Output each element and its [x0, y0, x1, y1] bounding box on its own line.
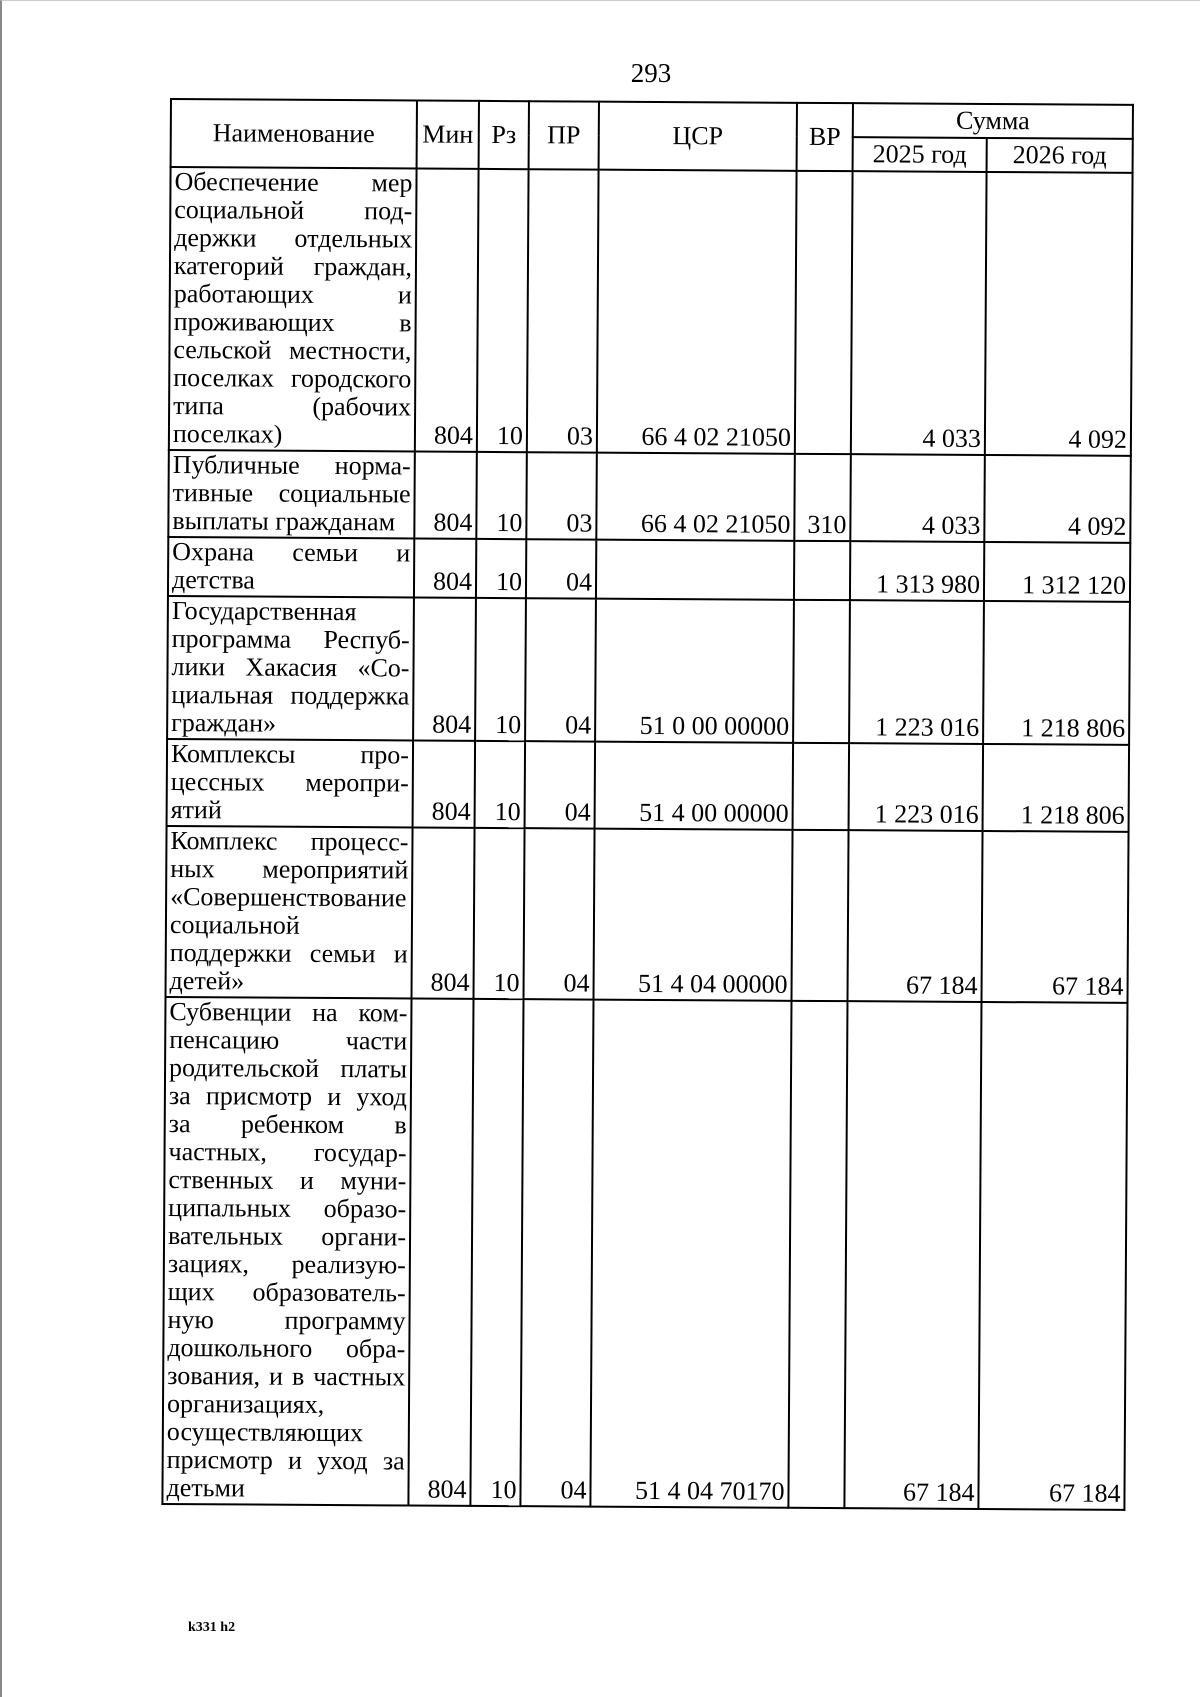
header-pr: ПР: [529, 101, 599, 169]
table-body: [162, 167, 1132, 1510]
row-vr: [793, 600, 850, 743]
header-csr: ЦСР: [599, 102, 797, 171]
row-min: 804: [414, 539, 476, 598]
budget-table: [161, 98, 1134, 1511]
row-csr: 66 4 02 21050: [596, 453, 795, 541]
row-pr: 03: [527, 169, 599, 452]
row-2025: 67 184: [844, 1001, 981, 1509]
header-vr: ВР: [797, 103, 853, 171]
row-min: 804: [413, 597, 476, 740]
row-min: 804: [414, 452, 477, 539]
row-vr: [793, 743, 850, 830]
row-vr: [794, 541, 850, 600]
row-rz: 10: [470, 999, 523, 1506]
row-2026: 1 312 120: [984, 542, 1130, 602]
row-min: 804: [408, 998, 473, 1505]
row-pr: 04: [524, 828, 595, 999]
row-rz: 10: [477, 169, 529, 452]
row-name: Комплексы процессных мероприятий: [167, 739, 414, 828]
row-csr: 51 4 04 00000: [594, 829, 793, 1001]
header-name: Наименование: [171, 99, 417, 169]
row-pr: 04: [526, 539, 596, 598]
row-rz: 10: [474, 828, 525, 999]
row-2026: 4 092: [985, 172, 1133, 456]
row-min: 804: [413, 740, 476, 827]
row-pr: 04: [525, 598, 596, 741]
row-csr: 51 0 00 00000: [595, 599, 794, 743]
table-row: [168, 450, 1131, 543]
row-2025: 4 033: [851, 171, 987, 455]
page-number: 293: [630, 58, 672, 88]
row-name: Государственная программа Республики Хакасия «Социальная поддержка граждан»: [167, 596, 414, 741]
row-rz: 10: [475, 741, 526, 828]
row-2026: 1 218 806: [983, 601, 1130, 745]
row-min: 804: [415, 169, 479, 452]
table-row: [169, 167, 1133, 456]
row-name: Охрана семьи и детства: [168, 537, 414, 598]
row-pr: 04: [520, 999, 593, 1506]
row-2026: 67 184: [981, 831, 1128, 1003]
row-vr: [791, 830, 848, 1001]
table-row: [167, 596, 1130, 745]
table-row: [162, 997, 1127, 1510]
row-vr: 310: [794, 454, 851, 541]
row-name: Обеспечение мер социальной поддержки отдельных категорий граждан, работающих и проживающих в сельской местности, поселках городского типа (рабочих поселках): [169, 167, 417, 451]
row-name: Публичные нормативные социальные выплаты гражданам: [168, 450, 415, 539]
header-min: Мин: [417, 101, 479, 169]
row-pr: 04: [525, 741, 596, 828]
row-rz: 10: [475, 598, 526, 741]
row-2026: 67 184: [978, 1002, 1127, 1510]
document-code: k331 h2: [188, 1620, 236, 1635]
row-2026: 4 092: [984, 455, 1131, 543]
row-csr: 66 4 02 21050: [597, 170, 797, 454]
table-row: [166, 826, 1129, 1003]
header-sum: Сумма: [853, 103, 1133, 139]
row-2025: 1 223 016: [849, 743, 984, 831]
header-2025: 2025 год: [853, 137, 987, 172]
header-2026: 2026 год: [987, 138, 1133, 173]
row-2025: 67 184: [847, 830, 982, 1002]
row-vr: [788, 1001, 847, 1508]
row-csr: 51 4 00 00000: [595, 742, 794, 830]
row-vr: [795, 171, 853, 454]
row-pr: 03: [526, 452, 597, 539]
row-2025: 1 313 980: [850, 541, 984, 601]
row-csr: 51 4 04 70170: [590, 1000, 791, 1508]
row-min: 804: [412, 827, 475, 998]
row-2026: 1 218 806: [983, 744, 1130, 832]
row-2025: 1 223 016: [849, 600, 984, 744]
table-row: [168, 537, 1130, 602]
row-csr: [596, 540, 794, 600]
row-name: Субвенции на компенсацию части родительской платы за присмотр и уход за ребенком в частных, государственных и муниципальных образовательных организациях, реализующих образовательную программу дошкольного образования, и в частных организациях, осуществляющих присмотр и уход за детьми: [162, 997, 411, 1505]
table-row: [167, 739, 1130, 832]
row-2025: 4 033: [850, 454, 985, 542]
row-name: Комплекс процессных мероприятий «Совершенствование социальной поддержки семьи и детей»: [166, 826, 413, 998]
table-header: [171, 99, 1133, 173]
row-rz: 10: [476, 539, 526, 598]
row-rz: 10: [476, 452, 527, 539]
header-rz: Рз: [479, 101, 529, 169]
